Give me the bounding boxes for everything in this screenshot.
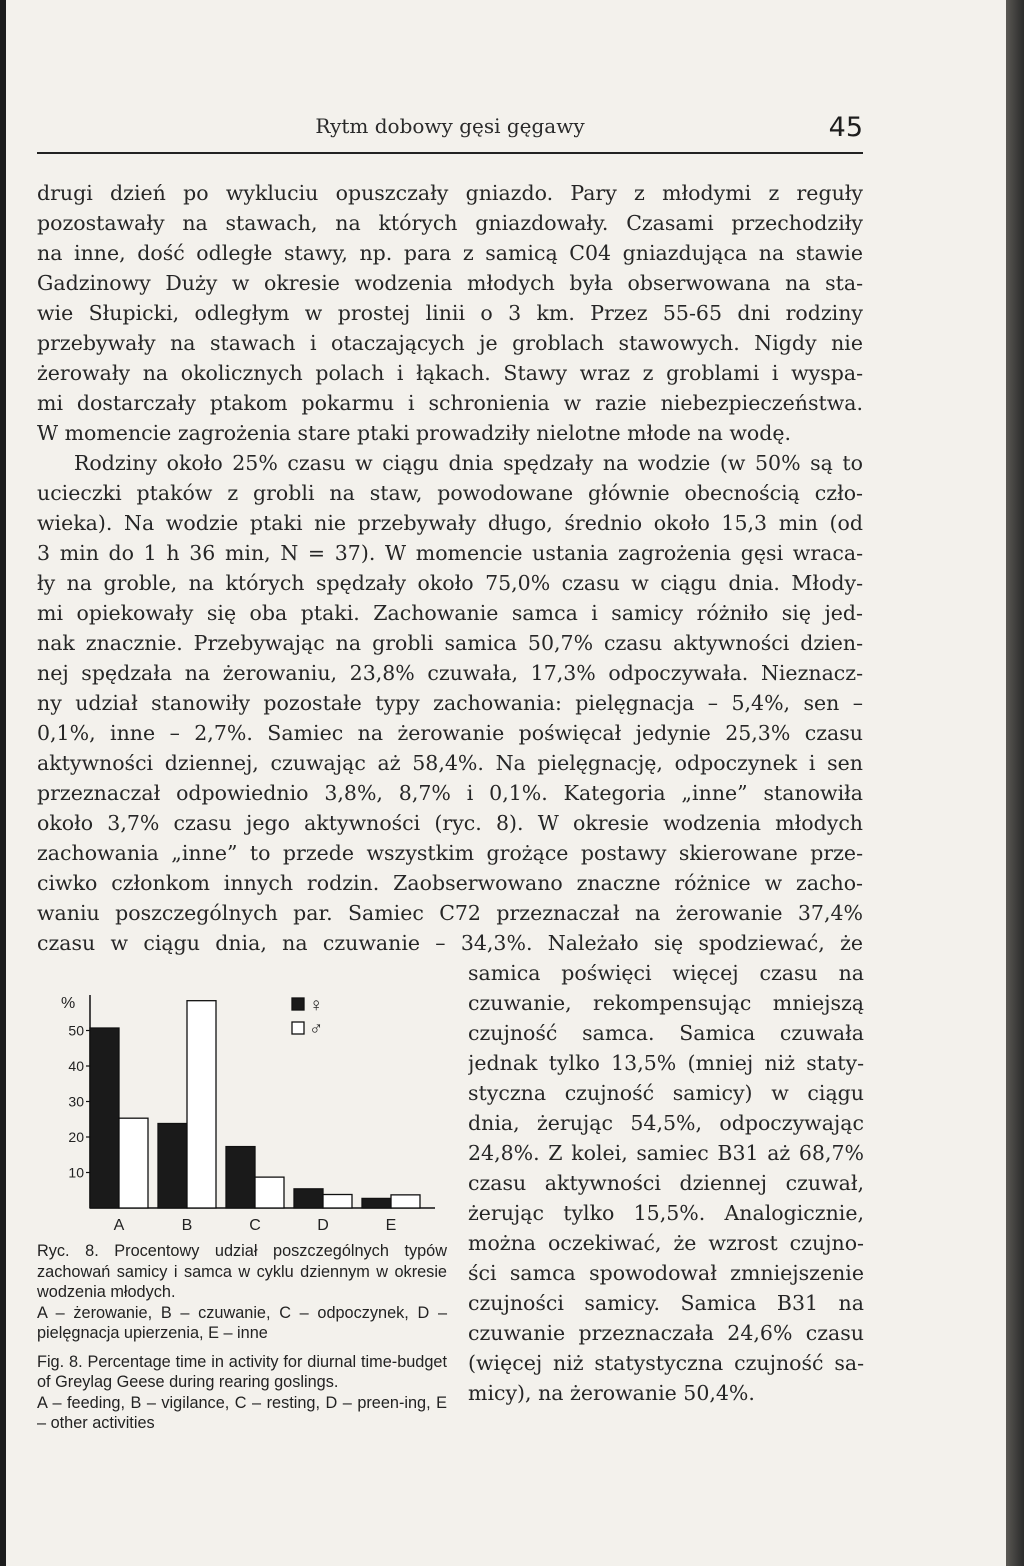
bar-female (226, 1147, 255, 1208)
bar-female (294, 1189, 323, 1208)
text-line: nak znacznie. Przebywając na grobli samica 50,7% czasu aktywności dzien- (37, 631, 863, 655)
x-tick-label: D (317, 1217, 329, 1234)
bar-male (391, 1195, 420, 1208)
text-line: styczna czujność samicy) w ciągu (468, 1081, 864, 1105)
text-line: wieka). Na wodzie ptaki nie przebywały długo, średnio około 15,3 min (od (37, 511, 863, 535)
text-line: mi dostarczały ptakom pokarmu i schronienia w razie niebezpieczeństwa. (37, 391, 863, 415)
page-number: 45 (828, 112, 863, 143)
text-line: ciwko członkom innych rodzin. Zaobserwowano znaczne różnice w zacho- (37, 871, 863, 895)
legend-label-male: ♂ (309, 1019, 324, 1040)
caption-polish-legend: A – żerowanie, B – czuwanie, C – odpoczynek, D – pielęgnacja upierzenia, E – inne (37, 1303, 447, 1342)
text-line: można oczekiwać, że wzrost czujno- (468, 1231, 864, 1255)
text-line: mi opiekowały się oba ptaki. Zachowanie samca i samicy różniło się jed- (37, 601, 863, 625)
bar-male (119, 1118, 148, 1208)
text-line: micy), na żerowanie 50,4%. (468, 1381, 755, 1405)
text-line: aktywności dziennej, czuwając aż 58,4%. Na pielęgnację, odpoczynek i sen (37, 751, 863, 775)
text-line: samica poświęci więcej czasu na (468, 961, 864, 985)
caption-english: Fig. 8. Percentage time in activity for diurnal time-budget of Greylag Geese during rearing goslings. (37, 1352, 447, 1391)
y-axis-label: % (61, 995, 76, 1012)
body-text (37, 178, 863, 958)
bar-male (187, 1001, 216, 1208)
x-tick-label: C (249, 1217, 261, 1234)
text-line: 24,8%. Z kolei, samiec B31 aż 68,7% (468, 1141, 864, 1165)
text-line: 3 min do 1 h 36 min, N = 37). W momencie ustania zagrożenia gęsi wraca- (37, 541, 863, 565)
bar-female (362, 1198, 391, 1208)
text-line: czasu w ciągu dnia, na czuwanie – 34,3%. Należało się spodziewać, że (37, 931, 863, 955)
x-tick-label: A (113, 1217, 125, 1234)
y-tick-label: 10 (68, 1164, 84, 1181)
legend-swatch-male (292, 1022, 304, 1034)
book-spine (1006, 0, 1024, 1566)
x-tick-label: E (385, 1217, 397, 1234)
text-line: 0,1%, inne – 2,7%. Samiec na żerowanie poświęcał jedynie 25,3% czasu (37, 721, 863, 745)
text-line: pozostawały na stawach, na których gniazdowały. Czasami przechodziły (37, 211, 863, 235)
text-line: czuwanie, rekompensując mniejszą (468, 991, 864, 1015)
text-line: czuwanie przeznaczała 24,6% czasu (468, 1321, 864, 1345)
y-tick-label: 40 (68, 1058, 84, 1074)
text-line: (więcej niż statystyczna czujność sa- (468, 1351, 864, 1375)
text-line: Gadzinowy Duży w okresie wodzenia młodych była obserwowana na sta- (37, 271, 863, 295)
text-line: ny udział stanowiły pozostałe typy zachowania: pielęgnacja – 5,4%, sen – (37, 691, 863, 715)
bar-male (255, 1177, 284, 1208)
text-line: ły na groble, na których spędzały około 75,0% czasu w ciągu dnia. Młody- (37, 571, 863, 595)
text-line: ści samca spowodował zmniejszenie (468, 1261, 864, 1285)
caption-polish: Ryc. 8. Procentowy udział poszczególnych typów zachowań samicy i samca w cyklu dziennym w okresie wodzenia młodych. (37, 1242, 447, 1301)
caption-english-legend: A – feeding, B – vigilance, C – resting, D – preen-ing, E – other activities (37, 1393, 447, 1432)
figure-8-chart (55, 990, 445, 1240)
y-tick-label: 30 (68, 1093, 84, 1110)
text-line: na inne, dość odległe stawy, np. para z samicą C04 gniazdująca na stawie (37, 241, 863, 265)
figure-caption (37, 1241, 447, 1434)
text-line: żerując tylko 15,5%. Analogicznie, (468, 1201, 864, 1225)
text-line: żerowały na okolicznych polach i łąkach. Stawy wraz z groblami i wyspa- (37, 361, 863, 385)
text-line: przeznaczał odpowiednio 3,8%, 8,7% i 0,1%. Kategoria „inne” stanowiła (37, 781, 863, 805)
text-line: przebywały na stawach i otaczających je groblach stawowych. Nigdy nie (37, 331, 863, 355)
text-line: wie Słupicki, odległym w prostej linii o 3 km. Przez 55-65 dni rodziny (37, 301, 863, 325)
x-tick-label: B (181, 1217, 193, 1234)
text-line: drugi dzień po wykluciu opuszczały gniazdo. Pary z młodymi z reguły (37, 181, 863, 205)
right-column-text (468, 958, 864, 1408)
bar-chart-svg (55, 990, 445, 1240)
legend-swatch-female (292, 998, 304, 1010)
bar-female (158, 1124, 187, 1208)
page-header (37, 108, 863, 154)
text-line: waniu poszczególnych par. Samiec C72 przeznaczał na żerowanie 37,4% (37, 901, 863, 925)
text-line: czujności samicy. Samica B31 na (468, 1291, 864, 1315)
text-line: czasu aktywności dziennej czuwał, (468, 1171, 864, 1195)
text-line: czujność samca. Samica czuwała (468, 1021, 864, 1045)
bar-male (323, 1195, 352, 1208)
y-tick-label: 20 (68, 1129, 84, 1145)
text-line: około 3,7% czasu jego aktywności (ryc. 8). W okresie wodzenia młodych (37, 811, 863, 835)
text-line: jednak tylko 13,5% (mniej niż staty- (468, 1051, 864, 1075)
text-line: ucieczki ptaków z grobli na staw, powodowane głównie obecnością czło- (37, 481, 863, 505)
text-line: zachowania „inne” to przede wszystkim grożące postawy skierowane prze- (37, 841, 863, 865)
y-tick-label: 50 (68, 1022, 84, 1039)
text-line: W momencie zagrożenia stare ptaki prowadziły nielotne młode na wodę. (37, 421, 791, 445)
text-line: nej spędzała na żerowaniu, 23,8% czuwała, 17,3% odpoczywała. Nieznacz- (37, 661, 863, 685)
text-line: dnia, żerując 54,5%, odpoczywając (468, 1111, 864, 1135)
paragraph-start-line: Rodziny około 25% czasu w ciągu dnia spędzały na wodzie (w 50% są to (74, 451, 863, 475)
legend-label-female: ♀ (309, 995, 324, 1016)
running-title: Rytm dobowy gęsi gęgawy (315, 114, 585, 138)
bar-female (90, 1028, 119, 1208)
